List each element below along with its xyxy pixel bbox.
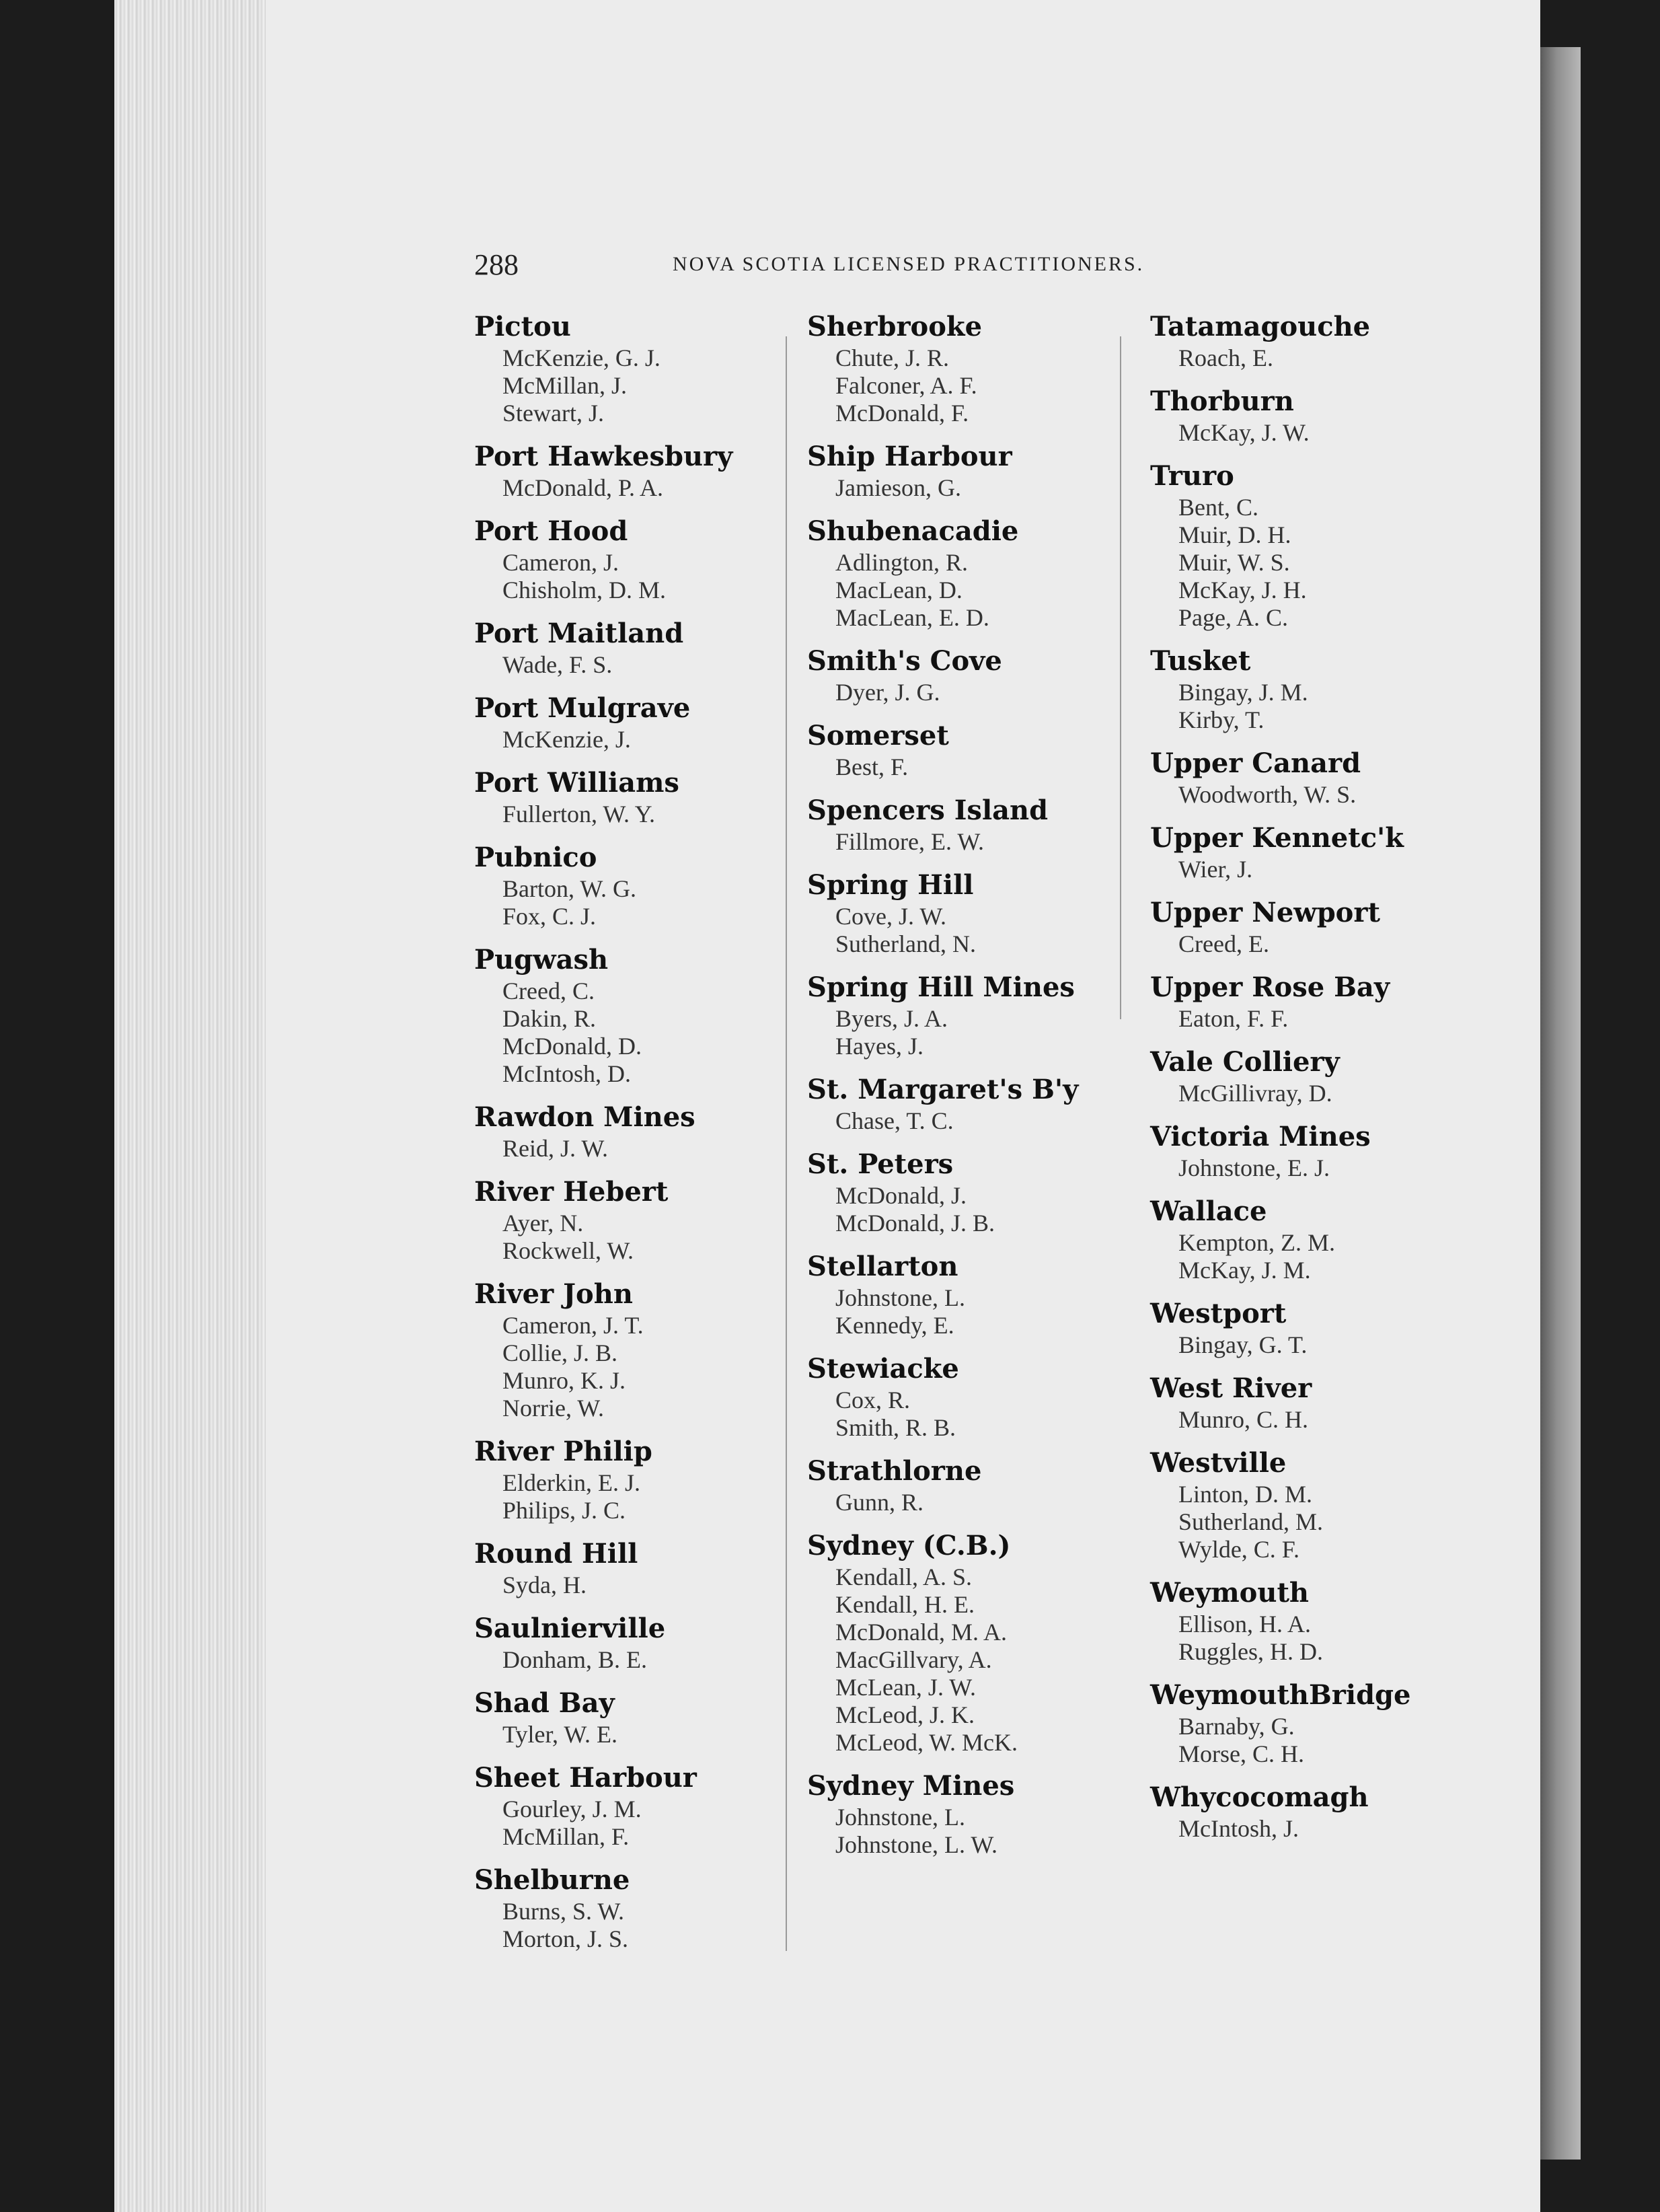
running-title: NOVA SCOTIA LICENSED PRACTITIONERS. [673, 253, 1145, 275]
practitioner-name: McMillan, J. [502, 372, 627, 399]
place-heading: Westville [1150, 1447, 1287, 1479]
practitioner-name: Wade, F. S. [502, 651, 613, 678]
place-heading: St. Margaret's B'y [807, 1074, 1079, 1105]
practitioner-name: Elderkin, E. J. [502, 1469, 640, 1496]
practitioner-name: Munro, C. H. [1178, 1406, 1309, 1433]
place-entry [807, 309, 1123, 427]
practitioner-name: Cox, R. [835, 1387, 911, 1413]
practitioner-name: Fillmore, E. W. [835, 828, 985, 855]
practitioner-name: McLean, J. W. [835, 1674, 976, 1701]
place-entry [1150, 384, 1466, 447]
practitioner-name: Johnstone, E. J. [1178, 1154, 1330, 1181]
practitioner-name: Bent, C. [1178, 494, 1259, 521]
practitioner-name: Stewart, J. [502, 400, 604, 427]
practitioner-name: Barnaby, G. [1178, 1713, 1295, 1740]
practitioner-name: Dakin, R. [502, 1005, 596, 1032]
practitioner-name: Chase, T. C. [835, 1107, 954, 1134]
practitioner-name: MacGillvary, A. [835, 1646, 992, 1673]
place-entry [807, 1147, 1123, 1237]
practitioner-name: Fox, C. J. [502, 903, 597, 930]
place-heading: Somerset [807, 720, 949, 751]
place-entry [1150, 1780, 1466, 1843]
place-entry [1150, 1371, 1466, 1434]
place-entry [1150, 1119, 1466, 1182]
practitioner-name: McLeod, W. McK. [835, 1729, 1018, 1756]
place-heading: Wallace [1150, 1195, 1267, 1227]
practitioner-name: Johnstone, L. [835, 1284, 965, 1311]
practitioner-name: McLeod, J. K. [835, 1701, 975, 1728]
practitioner-name: McDonald, D. [502, 1033, 642, 1060]
practitioner-name: Gunn, R. [835, 1489, 924, 1516]
place-entry [474, 1611, 790, 1674]
practitioner-name: Tyler, W. E. [502, 1721, 618, 1748]
place-entry [807, 718, 1123, 781]
place-entry [474, 439, 790, 502]
place-heading: Truro [1150, 460, 1234, 492]
place-heading: WeymouthBridge [1150, 1679, 1411, 1711]
place-heading: St. Peters [807, 1148, 954, 1180]
practitioner-name: Cameron, J. T. [502, 1312, 644, 1339]
place-heading: Victoria Mines [1150, 1121, 1371, 1152]
practitioner-name: Adlington, R. [835, 549, 969, 576]
practitioner-name: Norrie, W. [502, 1395, 604, 1422]
practitioner-name: Fullerton, W. Y. [502, 801, 656, 827]
practitioner-name: Falconer, A. F. [835, 372, 977, 399]
place-heading: Rawdon Mines [474, 1101, 695, 1133]
practitioner-name: McKenzie, G. J. [502, 344, 661, 371]
place-heading: West River [1150, 1372, 1312, 1404]
place-heading: Port Maitland [474, 618, 684, 649]
practitioner-name: Linton, D. M. [1178, 1481, 1313, 1508]
practitioner-name: MacLean, D. [835, 577, 963, 603]
place-entry [807, 644, 1123, 706]
place-heading: Round Hill [474, 1538, 638, 1570]
place-entry [474, 840, 790, 930]
book-page-edges [114, 0, 269, 2212]
place-heading: Stewiacke [807, 1353, 959, 1385]
place-heading: Shelburne [474, 1864, 630, 1896]
place-heading: Port Mulgrave [474, 692, 691, 724]
place-entry [807, 793, 1123, 856]
place-entry [474, 309, 790, 427]
practitioner-name: McDonald, F. [835, 400, 969, 427]
practitioner-name: Kempton, Z. M. [1178, 1229, 1335, 1256]
practitioner-name: Creed, E. [1178, 930, 1269, 957]
practitioner-name: Jamieson, G. [835, 474, 961, 501]
place-heading: Shad Bay [474, 1687, 615, 1719]
place-heading: Upper Rose Bay [1150, 971, 1390, 1003]
practitioner-name: Johnstone, L. [835, 1804, 965, 1831]
practitioner-name: Cove, J. W. [835, 903, 947, 930]
practitioner-name: Best, F. [835, 753, 909, 780]
place-entry [1150, 746, 1466, 809]
practitioner-name: Wylde, C. F. [1178, 1536, 1299, 1563]
place-entry [474, 1863, 790, 1953]
place-entry [474, 1434, 790, 1524]
practitioner-name: Morton, J. S. [502, 1925, 629, 1952]
place-heading: Sheet Harbour [474, 1762, 697, 1794]
place-heading: Sydney Mines [807, 1770, 1015, 1802]
place-entry [474, 1277, 790, 1422]
practitioner-name: McDonald, J. [835, 1182, 967, 1209]
practitioner-name: McKenzie, J. [502, 726, 631, 753]
place-heading: Stellarton [807, 1251, 958, 1282]
practitioner-name: Syda, H. [502, 1572, 587, 1598]
place-entry [1150, 895, 1466, 958]
practitioner-name: Bingay, J. M. [1178, 679, 1308, 706]
place-entry [1150, 1194, 1466, 1284]
practitioner-name: Barton, W. G. [502, 875, 637, 902]
place-heading: Port Hawkesbury [474, 441, 733, 472]
facing-page-edge [1540, 47, 1581, 2160]
place-heading: River John [474, 1278, 633, 1310]
practitioner-name: McKay, J. W. [1178, 419, 1310, 446]
place-heading: Upper Kennetc'k [1150, 822, 1404, 854]
place-heading: Port Hood [474, 515, 628, 547]
place-heading: Tatamagouche [1150, 311, 1371, 342]
place-entry [807, 868, 1123, 958]
place-heading: Sydney (C.B.) [807, 1530, 1011, 1561]
place-entry [474, 514, 790, 604]
practitioner-name: Rockwell, W. [502, 1237, 634, 1264]
practitioner-name: Philips, J. C. [502, 1497, 626, 1524]
practitioner-name: Bingay, G. T. [1178, 1331, 1308, 1358]
place-heading: Upper Newport [1150, 897, 1380, 928]
practitioner-name: Byers, J. A. [835, 1005, 948, 1032]
place-entry [807, 1249, 1123, 1339]
practitioner-name: Kendall, H. E. [835, 1591, 975, 1618]
place-entry [1150, 309, 1466, 372]
place-entry [1150, 1576, 1466, 1666]
place-heading: Spring Hill Mines [807, 971, 1075, 1003]
place-entry [474, 1537, 790, 1599]
practitioner-name: Hayes, J. [835, 1033, 923, 1060]
place-heading: Whycocomagh [1150, 1781, 1369, 1813]
practitioner-name: Eaton, F. F. [1178, 1005, 1289, 1032]
practitioner-name: Ayer, N. [502, 1210, 584, 1237]
practitioner-name: Muir, W. S. [1178, 549, 1290, 576]
place-entry [474, 1175, 790, 1265]
place-heading: Strathlorne [807, 1455, 982, 1487]
practitioner-name: Smith, R. B. [835, 1414, 956, 1441]
place-entry [474, 1761, 790, 1851]
place-heading: Tusket [1150, 645, 1251, 677]
place-heading: Smith's Cove [807, 645, 1002, 677]
place-entry [807, 439, 1123, 502]
practitioner-name: McMillan, F. [502, 1823, 630, 1850]
place-heading: Shubenacadie [807, 515, 1019, 547]
practitioner-name: Reid, J. W. [502, 1135, 609, 1162]
practitioner-name: Morse, C. H. [1178, 1740, 1304, 1767]
place-heading: Spring Hill [807, 869, 974, 901]
practitioner-name: Creed, C. [502, 978, 595, 1004]
practitioner-name: McGillivray, D. [1178, 1080, 1332, 1107]
place-entry [1150, 1446, 1466, 1563]
practitioner-name: McDonald, P. A. [502, 474, 664, 501]
practitioner-name: McIntosh, J. [1178, 1815, 1299, 1842]
page-number: 288 [474, 248, 519, 281]
place-entry [474, 766, 790, 828]
practitioner-name: Roach, E. [1178, 344, 1273, 371]
place-entry [474, 1686, 790, 1748]
place-entry [807, 1769, 1123, 1859]
place-heading: Westport [1150, 1298, 1287, 1329]
practitioner-name: MacLean, E. D. [835, 604, 989, 631]
practitioner-name: McIntosh, D. [502, 1060, 631, 1087]
place-entry [1150, 821, 1466, 883]
place-entry [1150, 1045, 1466, 1107]
place-heading: River Hebert [474, 1176, 669, 1208]
place-heading: Upper Canard [1150, 747, 1361, 779]
practitioner-name: Dyer, J. G. [835, 679, 940, 706]
place-entry [807, 1352, 1123, 1442]
place-heading: Pubnico [474, 842, 597, 873]
practitioner-name: Collie, J. B. [502, 1339, 618, 1366]
place-entry [474, 1100, 790, 1163]
place-heading: Spencers Island [807, 795, 1049, 826]
place-heading: Vale Colliery [1150, 1046, 1340, 1078]
place-entry [474, 616, 790, 679]
practitioner-name: Chisholm, D. M. [502, 577, 667, 603]
directory-column-1 [474, 309, 790, 1965]
place-heading: Pictou [474, 311, 571, 342]
practitioner-name: Johnstone, L. W. [835, 1831, 998, 1858]
practitioner-name: Kirby, T. [1178, 706, 1265, 733]
practitioner-name: Chute, J. R. [835, 344, 950, 371]
place-heading: Port Williams [474, 767, 679, 799]
place-heading: Weymouth [1150, 1577, 1309, 1609]
practitioner-name: Woodworth, W. S. [1178, 781, 1357, 808]
place-heading: Sherbrooke [807, 311, 983, 342]
place-heading: Saulnierville [474, 1613, 666, 1644]
place-entry [807, 514, 1123, 632]
place-entry [807, 1072, 1123, 1135]
place-entry [807, 1528, 1123, 1757]
practitioner-name: Muir, D. H. [1178, 521, 1291, 548]
place-entry [1150, 970, 1466, 1033]
place-entry [1150, 644, 1466, 734]
practitioner-name: McDonald, J. B. [835, 1210, 995, 1237]
practitioner-name: Munro, K. J. [502, 1367, 626, 1394]
directory-column-2 [807, 309, 1123, 1871]
place-heading: Ship Harbour [807, 441, 1012, 472]
practitioner-name: Ellison, H. A. [1178, 1611, 1312, 1637]
place-heading: River Philip [474, 1436, 652, 1467]
practitioner-name: Sutherland, N. [835, 930, 976, 957]
place-entry [1150, 459, 1466, 632]
practitioner-name: Sutherland, M. [1178, 1508, 1323, 1535]
practitioner-name: Burns, S. W. [502, 1898, 625, 1925]
practitioner-name: McKay, J. H. [1178, 577, 1307, 603]
practitioner-name: McDonald, M. A. [835, 1619, 1007, 1646]
place-entry [474, 943, 790, 1088]
place-entry [807, 970, 1123, 1060]
practitioner-name: Cameron, J. [502, 549, 619, 576]
place-heading: Thorburn [1150, 385, 1294, 417]
practitioner-name: Ruggles, H. D. [1178, 1638, 1323, 1665]
place-entry [1150, 1678, 1466, 1768]
practitioner-name: Kendall, A. S. [835, 1563, 972, 1590]
practitioner-name: Page, A. C. [1178, 604, 1289, 631]
place-entry [474, 691, 790, 753]
practitioner-name: McKay, J. M. [1178, 1257, 1311, 1284]
place-entry [1150, 1296, 1466, 1359]
practitioner-name: Kennedy, E. [835, 1312, 954, 1339]
practitioner-name: Gourley, J. M. [502, 1796, 642, 1822]
place-heading: Pugwash [474, 944, 609, 975]
place-entry [807, 1454, 1123, 1516]
practitioner-name: Wier, J. [1178, 856, 1253, 883]
practitioner-name: Donham, B. E. [502, 1646, 647, 1673]
directory-column-3 [1150, 309, 1466, 1855]
